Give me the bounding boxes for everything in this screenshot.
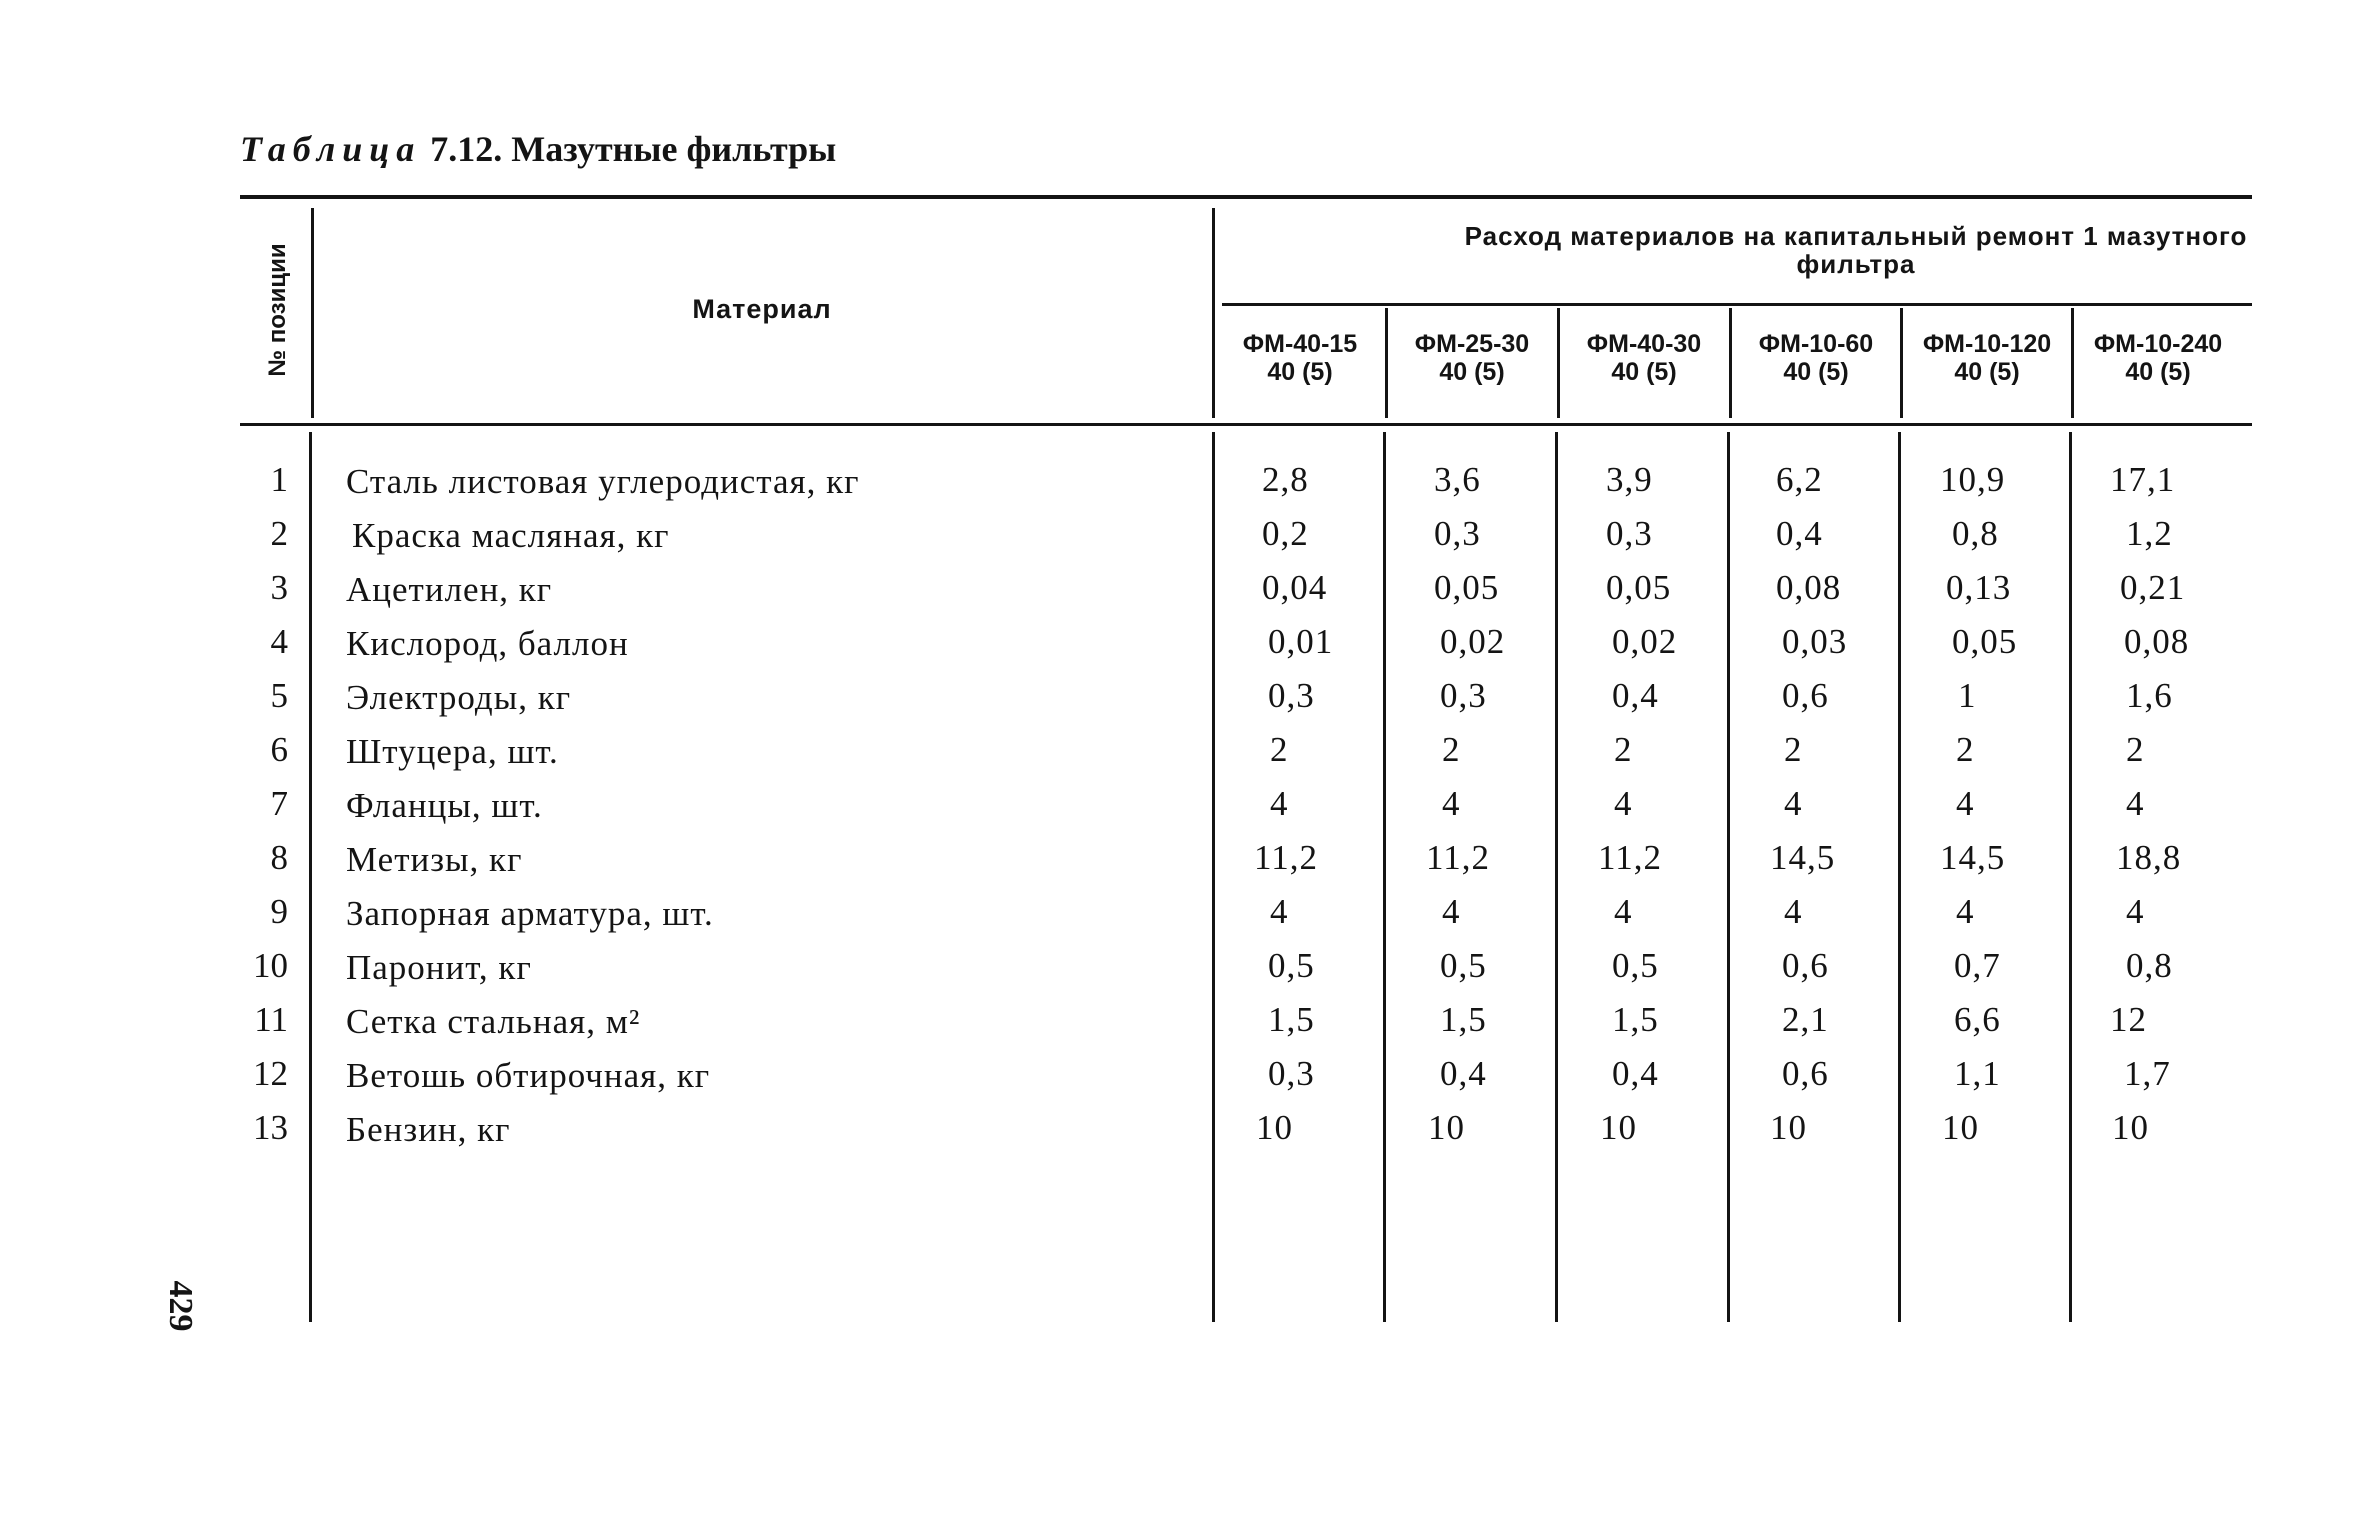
table-row — [0, 776, 2363, 830]
row-value-col-4: 0,6 — [1782, 676, 1829, 715]
row-value-col-2: 4 — [1442, 784, 1461, 823]
row-number: 7 — [270, 784, 288, 823]
table-row — [0, 1100, 2363, 1154]
row-value-col-6: 0,8 — [2126, 946, 2173, 985]
row-value-col-4: 2 — [1784, 730, 1803, 769]
row-value-col-1: 0,3 — [1268, 676, 1315, 715]
table-row — [0, 614, 2363, 668]
row-value-col-2: 0,4 — [1440, 1054, 1487, 1093]
row-value-col-5: 4 — [1956, 892, 1975, 931]
model-name: ФМ-10-60 — [1758, 330, 1874, 358]
row-value-col-2: 3,6 — [1434, 460, 1481, 499]
model-sub: 40 (5) — [1611, 358, 1677, 386]
header-model-2 — [1386, 330, 1558, 386]
row-value-col-2: 0,3 — [1440, 676, 1487, 715]
row-number: 6 — [270, 730, 288, 769]
top-rule — [240, 195, 2252, 199]
header-position-label: № позиции — [264, 243, 291, 377]
row-value-col-2: 0,3 — [1434, 514, 1481, 553]
model-sub: 40 (5) — [1267, 358, 1333, 386]
row-value-col-2: 0,02 — [1440, 622, 1506, 661]
model-sub: 40 (5) — [1954, 358, 2020, 386]
row-value-col-2: 4 — [1442, 892, 1461, 931]
row-material: Ветошь обтирочная, кг — [346, 1056, 711, 1095]
row-material: Электроды, кг — [346, 678, 572, 717]
row-value-col-1: 11,2 — [1254, 838, 1318, 877]
row-material: Штуцера, шт. — [346, 732, 559, 771]
header-model-3 — [1558, 330, 1730, 386]
row-value-col-3: 2 — [1614, 730, 1633, 769]
row-material: Запорная арматура, шт. — [346, 894, 714, 933]
header-model-4 — [1730, 330, 1902, 386]
row-value-col-6: 12 — [2110, 1000, 2147, 1039]
row-number: 9 — [270, 892, 288, 931]
row-value-col-2: 11,2 — [1426, 838, 1490, 877]
row-value-col-2: 1,5 — [1440, 1000, 1487, 1039]
row-material: Сталь листовая углеродистая, кг — [346, 462, 860, 501]
model-name: ФМ-40-30 — [1586, 330, 1702, 358]
row-number: 10 — [253, 946, 288, 985]
row-material: Метизы, кг — [346, 840, 523, 879]
row-value-col-6: 1,2 — [2126, 514, 2173, 553]
row-value-col-2: 0,5 — [1440, 946, 1487, 985]
row-value-col-1: 2,8 — [1262, 460, 1309, 499]
row-value-col-6: 4 — [2126, 784, 2145, 823]
row-value-col-1: 1,5 — [1268, 1000, 1315, 1039]
row-value-col-4: 0,6 — [1782, 946, 1829, 985]
row-value-col-1: 4 — [1270, 892, 1289, 931]
row-value-col-3: 0,02 — [1612, 622, 1678, 661]
row-value-col-5: 10 — [1942, 1108, 1979, 1147]
table-row — [0, 668, 2363, 722]
row-value-col-6: 0,08 — [2124, 622, 2190, 661]
row-value-col-3: 0,05 — [1606, 568, 1672, 607]
row-material: Ацетилен, кг — [346, 570, 553, 609]
row-value-col-4: 0,6 — [1782, 1054, 1829, 1093]
header-model-5 — [1901, 330, 2073, 386]
row-number: 12 — [253, 1054, 288, 1093]
row-value-col-1: 0,5 — [1268, 946, 1315, 985]
row-material: Паронит, кг — [346, 948, 532, 987]
row-value-col-1: 0,3 — [1268, 1054, 1315, 1093]
row-value-col-3: 10 — [1600, 1108, 1637, 1147]
row-number: 13 — [253, 1108, 288, 1147]
row-value-col-4: 0,03 — [1782, 622, 1848, 661]
page-number — [160, 1276, 200, 1336]
row-material: Сетка стальная, м² — [346, 1002, 641, 1041]
model-sub: 40 (5) — [1783, 358, 1849, 386]
row-value-col-5: 1,1 — [1954, 1054, 2001, 1093]
header-group-cell — [1216, 222, 2363, 278]
row-value-col-5: 0,05 — [1952, 622, 2018, 661]
row-value-col-5: 2 — [1956, 730, 1975, 769]
row-value-col-5: 0,8 — [1952, 514, 1999, 553]
row-number: 8 — [270, 838, 288, 877]
row-value-col-3: 0,3 — [1606, 514, 1653, 553]
table-row — [0, 830, 2363, 884]
header-material-label: Материал — [692, 294, 832, 324]
row-value-col-4: 4 — [1784, 784, 1803, 823]
row-value-col-1: 2 — [1270, 730, 1289, 769]
row-value-col-4: 0,4 — [1776, 514, 1823, 553]
row-number: 11 — [254, 1000, 288, 1039]
row-value-col-4: 4 — [1784, 892, 1803, 931]
row-value-col-4: 14,5 — [1770, 838, 1836, 877]
table-row — [0, 452, 2363, 506]
row-value-col-2: 2 — [1442, 730, 1461, 769]
table-row — [0, 560, 2363, 614]
row-value-col-6: 2 — [2126, 730, 2145, 769]
row-value-col-3: 0,4 — [1612, 676, 1659, 715]
row-value-col-1: 4 — [1270, 784, 1289, 823]
row-value-col-1: 0,2 — [1262, 514, 1309, 553]
row-value-col-5: 1 — [1958, 676, 1977, 715]
model-name: ФМ-40-15 — [1242, 330, 1358, 358]
row-value-col-5: 14,5 — [1940, 838, 2006, 877]
row-value-col-6: 1,7 — [2124, 1054, 2171, 1093]
table-row — [0, 884, 2363, 938]
row-value-col-1: 0,04 — [1262, 568, 1328, 607]
table-row — [0, 506, 2363, 560]
table-title-text: 7.12. Мазутные фильтры — [421, 129, 837, 169]
model-name: ФМ-10-240 — [2093, 330, 2223, 358]
row-value-col-3: 4 — [1614, 784, 1633, 823]
model-name: ФМ-10-120 — [1922, 330, 2052, 358]
model-sub: 40 (5) — [1439, 358, 1505, 386]
row-value-col-6: 1,6 — [2126, 676, 2173, 715]
header-divider-material — [1212, 208, 1215, 418]
header-model-1 — [1214, 330, 1386, 386]
row-value-col-2: 10 — [1428, 1108, 1465, 1147]
row-value-col-4: 2,1 — [1782, 1000, 1829, 1039]
table-row — [0, 992, 2363, 1046]
row-material: Краска масляная, кг — [352, 516, 670, 555]
row-value-col-3: 0,4 — [1612, 1054, 1659, 1093]
row-value-col-4: 6,2 — [1776, 460, 1823, 499]
row-material: Кислород, баллон — [346, 624, 629, 663]
table-row — [0, 938, 2363, 992]
row-value-col-6: 17,1 — [2110, 460, 2176, 499]
row-number: 2 — [270, 514, 288, 553]
row-value-col-5: 4 — [1956, 784, 1975, 823]
row-value-col-3: 0,5 — [1612, 946, 1659, 985]
row-material: Фланцы, шт. — [346, 786, 543, 825]
row-number: 4 — [270, 622, 288, 661]
row-material: Бензин, кг — [346, 1110, 511, 1149]
row-value-col-3: 4 — [1614, 892, 1633, 931]
table-title-prefix: Таблица — [240, 129, 422, 169]
header-group-line1: Расход материалов на капитальный ремонт 1 мазутного — [1464, 221, 2248, 251]
header-model-6 — [2072, 330, 2244, 386]
row-value-col-6: 4 — [2126, 892, 2145, 931]
row-value-col-1: 10 — [1256, 1108, 1293, 1147]
row-value-col-5: 0,13 — [1946, 568, 2012, 607]
table-row — [0, 1046, 2363, 1100]
row-value-col-6: 10 — [2112, 1108, 2149, 1147]
row-value-col-5: 10,9 — [1940, 460, 2006, 499]
row-number: 3 — [270, 568, 288, 607]
row-value-col-4: 10 — [1770, 1108, 1807, 1147]
row-value-col-6: 18,8 — [2116, 838, 2182, 877]
table-row — [0, 722, 2363, 776]
row-value-col-1: 0,01 — [1268, 622, 1334, 661]
model-name: ФМ-25-30 — [1414, 330, 1530, 358]
table-title — [240, 128, 836, 170]
page-number-label: 429 — [162, 1280, 199, 1332]
row-value-col-3: 11,2 — [1598, 838, 1662, 877]
row-value-col-4: 0,08 — [1776, 568, 1842, 607]
group-header-rule — [1222, 303, 2252, 306]
row-value-col-2: 0,05 — [1434, 568, 1500, 607]
row-value-col-3: 3,9 — [1606, 460, 1653, 499]
header-group-line2: фильтра — [1796, 249, 1916, 279]
row-value-col-5: 6,6 — [1954, 1000, 2001, 1039]
row-number: 5 — [270, 676, 288, 715]
model-sub: 40 (5) — [2125, 358, 2191, 386]
row-value-col-6: 0,21 — [2120, 568, 2186, 607]
header-bottom-rule — [240, 423, 2252, 426]
row-value-col-5: 0,7 — [1954, 946, 2001, 985]
row-value-col-3: 1,5 — [1612, 1000, 1659, 1039]
row-number: 1 — [270, 460, 288, 499]
